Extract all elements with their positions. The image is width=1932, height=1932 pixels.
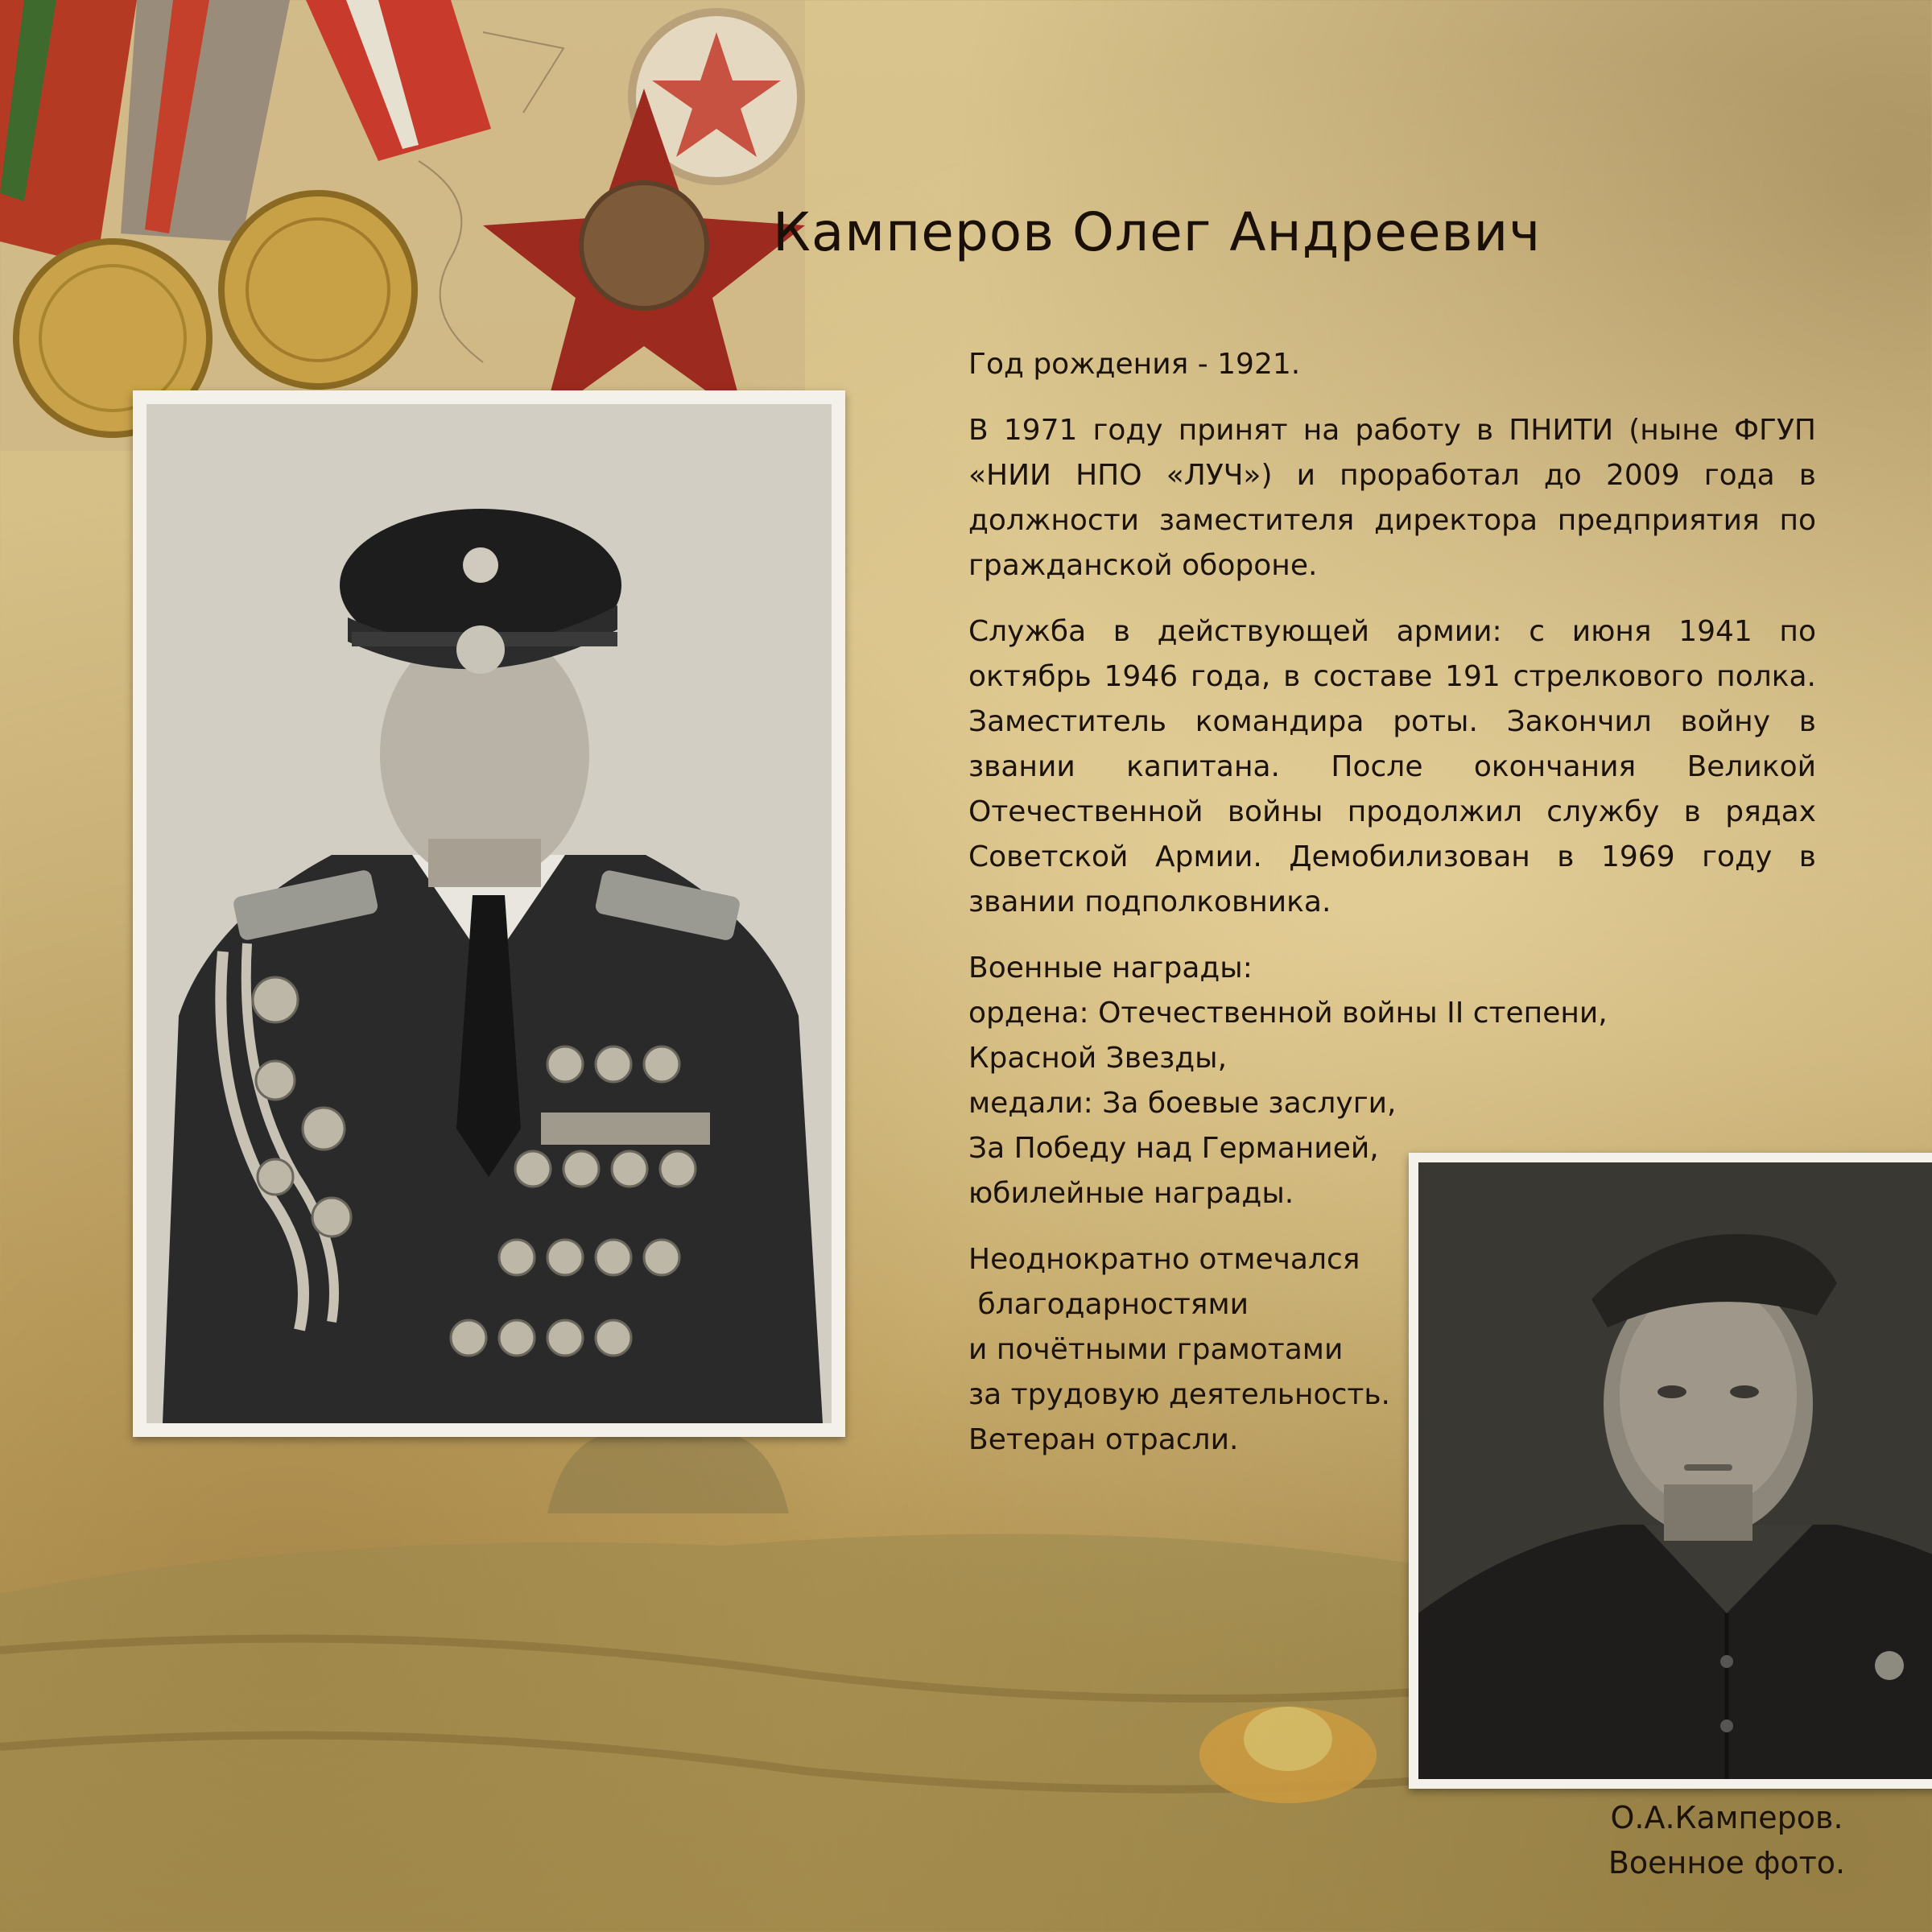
awards-line: Военные награды:: [968, 952, 1253, 985]
young-soldier-image: [1418, 1162, 1932, 1779]
awards-line: ордена: Отечественной войны II степени,: [968, 997, 1608, 1030]
war-time-photo: [1409, 1153, 1932, 1789]
military-service: Служба в действующей армии: с июня 1941 по октябрь 1946 года, в составе 191 стрелкового полка. Заместитель командира роты. Закончил войну в звании капитана. После окончания Великой Отечественной войны продолжил службу в рядах Советской Армии. Демобилизован в 1969 году в звании подполковника.: [968, 615, 1816, 919]
photo-caption: [1421, 1795, 1932, 1885]
page-title: Камперов Олег Андреевич: [773, 201, 1542, 263]
honors-line: Ветеран отрасли.: [968, 1423, 1239, 1456]
honors-line: и почётными грамотами: [968, 1333, 1344, 1366]
awards-line: Красной Звезды,: [968, 1042, 1228, 1075]
medals-collage-image: [0, 0, 805, 451]
birth-year: Год рождения - 1921.: [968, 348, 1301, 381]
caption-line: Военное фото.: [1608, 1845, 1846, 1880]
awards-line: медали: За боевые заслуги,: [968, 1087, 1397, 1120]
portrait-photo: [133, 390, 845, 1437]
veteran-portrait-image: [147, 404, 832, 1423]
honors-line: Неоднократно отмечался: [968, 1243, 1360, 1276]
awards-line: За Победу над Германией,: [968, 1132, 1379, 1165]
awards-line: юбилейные награды.: [968, 1177, 1294, 1210]
caption-line: О.А.Камперов.: [1610, 1800, 1843, 1835]
honors-line: благодарностями: [968, 1288, 1249, 1321]
work-history: В 1971 году принят на работу в ПНИТИ (ныне ФГУП «НИИ НПО «ЛУЧ») и проработал до 2009 года в должности заместителя директора предприятия по гражданской обороне.: [968, 414, 1816, 582]
honors-line: за трудовую деятельность.: [968, 1378, 1390, 1411]
